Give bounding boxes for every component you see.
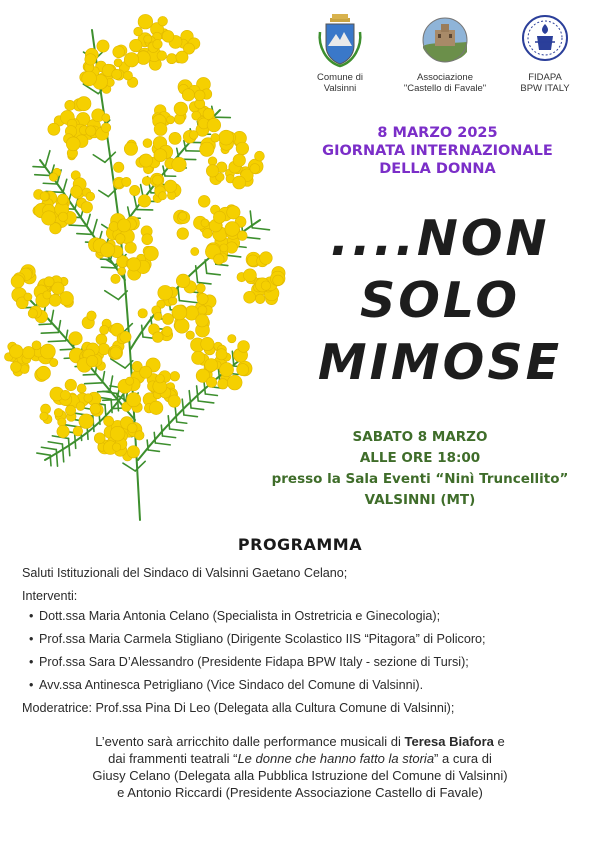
mimosa-leaf: [37, 453, 50, 455]
mimosa-blossom: [238, 340, 250, 352]
mimosa-blossom: [94, 433, 105, 444]
mimosa-blossom: [213, 211, 225, 223]
mimosa-leaf: [110, 376, 113, 391]
mimosa-blossom: [152, 175, 162, 185]
mimosa-blossom: [11, 362, 22, 373]
mimosa-leaf: [43, 183, 57, 184]
event-time: ALLE ORE 18:00: [359, 450, 481, 466]
mimosa-blossom: [57, 425, 69, 437]
mimosa-blossom: [135, 431, 144, 440]
mimosa-leaf: [62, 444, 63, 462]
logo-caption-line: Comune di: [317, 72, 363, 83]
mimosa-leaf: [33, 167, 45, 168]
logo-caption-line: BPW ITALY: [520, 83, 570, 94]
logo-caption-line: Valsinni: [323, 83, 357, 94]
mimosa-blossom: [176, 51, 188, 63]
mimosa-blossom: [208, 157, 217, 166]
mimosa-blossom: [24, 293, 32, 301]
mimosa-blossom: [40, 192, 49, 201]
mimosa-blossom: [206, 165, 218, 177]
mimosa-blossom: [158, 16, 168, 26]
mimosa-blossom: [59, 291, 73, 305]
mimosa-leaf: [87, 214, 90, 226]
mimosa-blossom: [219, 130, 234, 145]
mimosa-blossom: [140, 366, 152, 378]
mimosa-blossom: [162, 313, 173, 324]
fidapa-emblem-icon: [521, 12, 569, 68]
municipal-crest-icon: [316, 12, 364, 68]
mimosa-blossom: [130, 185, 140, 195]
mimosa-blossom: [169, 132, 181, 144]
mimosa-leaf: [148, 450, 159, 451]
speaker-list: [22, 608, 592, 693]
mimosa-blossom: [236, 142, 249, 155]
closing-text: L’evento sarà arricchito dalle performance musicali di: [95, 734, 405, 749]
mimosa-blossom: [98, 343, 109, 354]
mimosa-blossom: [218, 379, 228, 389]
mimosa-blossom: [153, 39, 162, 48]
mimosa-blossom: [134, 27, 143, 36]
mimosa-blossom: [128, 423, 138, 433]
mimosa-blossom: [86, 126, 96, 136]
mimosa-blossom: [84, 394, 93, 403]
mimosa-blossom: [97, 40, 109, 52]
mimosa-leaf: [58, 321, 60, 333]
mimosa-blossom: [167, 116, 175, 124]
mimosa-leaf: [35, 175, 51, 176]
headline-line: DELLA DONNA: [379, 161, 496, 177]
mimosa-leaf: [252, 228, 269, 230]
mimosa-blossom: [11, 275, 24, 288]
mimosa-blossom: [237, 231, 247, 241]
artist-name: Teresa Biafora: [404, 734, 494, 749]
mimosa-blossom: [65, 379, 77, 391]
mimosa-leaf: [41, 332, 58, 333]
mimosa-blossom: [109, 222, 119, 232]
mimosa-leaf: [142, 325, 143, 337]
mimosa-blossom: [81, 202, 92, 213]
mimosa-leaf: [147, 440, 148, 450]
mimosa-leaf: [177, 422, 187, 423]
mimosa-blossom: [90, 403, 101, 414]
mimosa-blossom: [54, 408, 63, 417]
programme-heading: PROGRAMMA: [237, 535, 363, 554]
mimosa-leaf: [204, 381, 205, 394]
mimosa-blossom: [113, 162, 123, 172]
mimosa-blossom: [237, 364, 249, 376]
programme-body: [22, 565, 592, 723]
mimosa-leaf: [182, 399, 184, 415]
mimosa-blossom: [201, 337, 214, 350]
event-headline: [300, 124, 575, 178]
mimosa-blossom: [48, 123, 60, 135]
mimosa-blossom: [86, 192, 95, 201]
mimosa-leaf: [123, 463, 135, 471]
mimosa-blossom: [44, 277, 54, 287]
mimosa-leaf: [161, 425, 162, 436]
speakers-label: Interventi:: [22, 589, 78, 603]
mimosa-blossom: [220, 363, 234, 377]
closing-text: dai frammenti teatrali “: [108, 751, 238, 766]
mimosa-blossom: [43, 291, 51, 299]
closing-paragraph: [0, 733, 600, 801]
mimosa-blossom: [143, 139, 152, 148]
mimosa-blossom: [73, 426, 83, 436]
mimosa-blossom: [76, 402, 85, 411]
mimosa-blossom: [40, 412, 48, 420]
mimosa-blossom: [186, 331, 194, 339]
mimosa-leaf: [184, 415, 198, 417]
mimosa-blossom: [127, 258, 141, 272]
mimosa-blossom: [197, 293, 208, 304]
title-line: MIMOSE: [317, 334, 563, 391]
mimosa-blossom: [149, 401, 162, 414]
mimosa-leaf: [105, 291, 119, 300]
mimosa-blossom: [120, 331, 131, 342]
mimosa-blossom: [58, 212, 67, 221]
mimosa-blossom: [111, 274, 120, 283]
list-item: • Dott.ssa Maria Antonia Celano (Specialista in Ostretricia e Ginecologia);: [22, 608, 592, 624]
mimosa-blossom: [201, 219, 209, 227]
mimosa-blossom: [154, 123, 167, 136]
mimosa-leaf: [41, 447, 56, 449]
mimosa-blossom: [139, 154, 152, 167]
mimosa-blossom: [49, 173, 57, 181]
mimosa-blossom: [175, 319, 190, 334]
mimosa-blossom: [123, 71, 132, 80]
mimosa-blossom: [167, 54, 177, 64]
mimosa-blossom: [32, 341, 41, 350]
mimosa-blossom: [260, 252, 273, 265]
mimosa-blossom: [220, 244, 228, 252]
mimosa-blossom: [225, 222, 240, 237]
event-place: VALSINNI (MT): [364, 492, 476, 508]
mimosa-blossom: [115, 234, 125, 244]
list-item: • Prof.ssa Sara D’Alessandro (Presidente Fidapa BPW Italy - sezione di Tursi);: [22, 654, 592, 670]
mimosa-blossom: [118, 267, 126, 275]
mimosa-blossom: [65, 100, 75, 110]
mimosa-blossom: [125, 242, 136, 253]
mimosa-leaf: [93, 220, 97, 235]
mimosa-blossom: [37, 366, 51, 380]
mimosa-blossom: [250, 164, 260, 174]
mimosa-leaf: [48, 442, 62, 444]
mimosa-leaf: [60, 349, 73, 350]
mimosa-blossom: [58, 418, 66, 426]
closing-line: [0, 733, 600, 750]
mimosa-leaf: [191, 408, 204, 410]
mimosa-leaf: [100, 259, 110, 260]
mimosa-blossom: [86, 355, 97, 366]
mimosa-leaf: [175, 406, 177, 422]
mimosa-blossom: [157, 51, 167, 61]
mimosa-blossom: [205, 359, 218, 372]
headline-date: 8 MARZO 2025: [377, 125, 498, 141]
mimosa-blossom: [182, 89, 194, 101]
mimosa-leaf: [93, 155, 105, 163]
mimosa-blossom: [124, 142, 137, 155]
poster-title: [280, 208, 600, 394]
mimosa-blossom: [142, 177, 151, 186]
logo-fidapa: [490, 12, 600, 94]
mimosa-blossom: [101, 123, 110, 132]
mimosa-blossom: [85, 54, 96, 65]
closing-text: ” a cura di: [434, 751, 492, 766]
mimosa-blossom: [194, 90, 205, 101]
moderator-line: Moderatrice: Prof.ssa Pina Di Leo (Delegata alla Cultura Comune di Valsinni);: [22, 701, 455, 715]
logo-caption-line: "Castello di Favale": [403, 83, 487, 94]
mimosa-blossom: [138, 195, 150, 207]
mimosa-blossom: [192, 351, 205, 364]
mimosa-blossom: [87, 311, 96, 320]
castle-photo-icon: [421, 12, 469, 68]
mimosa-leaf: [155, 443, 170, 445]
mimosa-blossom: [154, 312, 162, 320]
mimosa-blossom: [255, 151, 265, 161]
mimosa-leaf: [83, 374, 95, 375]
mimosa-blossom: [60, 390, 70, 400]
mimosa-blossom: [71, 186, 83, 198]
mimosa-blossom: [9, 345, 23, 359]
mimosa-blossom: [227, 206, 240, 219]
mimosa-leaf: [189, 391, 191, 408]
mimosa-blossom: [138, 309, 147, 318]
mimosa-blossom: [69, 332, 82, 345]
mimosa-blossom: [179, 212, 187, 220]
mimosa-leaf: [168, 416, 169, 429]
event-venue: presso la Sala Eventi “Ninì Truncellito”: [271, 471, 569, 487]
mimosa-blossom: [211, 133, 220, 142]
mimosa-leaf: [101, 267, 116, 268]
mimosa-blossom: [233, 154, 245, 166]
mimosa-leaf: [162, 436, 175, 438]
mimosa-blossom: [113, 46, 125, 58]
mimosa-blossom: [152, 332, 163, 343]
closing-line: Giusy Celano (Delegata alla Pubblica Istruzione del Comune di Valsinni): [92, 768, 508, 783]
mimosa-leaf: [207, 273, 221, 275]
mimosa-blossom: [129, 39, 142, 52]
mimosa-blossom: [207, 118, 221, 132]
mimosa-blossom: [117, 219, 130, 232]
mimosa-blossom: [20, 365, 29, 374]
mimosa-blossom: [77, 97, 91, 111]
mimosa-leaf: [197, 386, 199, 401]
mimosa-blossom: [114, 59, 122, 67]
mimosa-blossom: [243, 269, 256, 282]
mimosa-leaf: [99, 190, 108, 196]
mimosa-blossom: [177, 228, 189, 240]
event-details: [240, 427, 600, 511]
mimosa-blossom: [154, 149, 167, 162]
mimosa-blossom: [168, 395, 180, 407]
mimosa-blossom: [172, 157, 187, 172]
mimosa-blossom: [189, 131, 198, 140]
mimosa-blossom: [40, 344, 55, 359]
mimosa-leaf: [51, 310, 53, 324]
mimosa-blossom: [66, 137, 80, 151]
logo-associazione: [390, 12, 500, 94]
mimosa-leaf: [205, 260, 207, 273]
mimosa-blossom: [126, 377, 134, 385]
mimosa-blossom: [100, 243, 114, 257]
mimosa-blossom: [174, 102, 188, 116]
mimosa-blossom: [233, 176, 246, 189]
mimosa-blossom: [110, 426, 125, 441]
mimosa-leaf: [63, 179, 67, 192]
event-day: SABATO 8 MARZO: [352, 429, 488, 445]
mimosa-leaf: [68, 438, 69, 455]
mimosa-blossom: [216, 349, 227, 360]
list-item: • Prof.ssa Maria Carmela Stigliano (Dirigente Scolastico IIS “Pitagora” di Policoro;: [22, 631, 592, 647]
mimosa-leaf: [198, 401, 214, 403]
mimosa-blossom: [124, 53, 138, 67]
mimosa-leaf: [111, 399, 112, 412]
mimosa-leaf: [50, 455, 51, 466]
mimosa-blossom: [42, 211, 56, 225]
mimosa-blossom: [214, 254, 225, 265]
mimosa-leaf: [154, 432, 155, 443]
mimosa-blossom: [28, 309, 37, 318]
mimosa-blossom: [158, 285, 173, 300]
mimosa-leaf: [178, 288, 179, 301]
mimosa-blossom: [138, 14, 153, 29]
mimosa-blossom: [255, 294, 265, 304]
mimosa-blossom: [144, 246, 158, 260]
mimosa-blossom: [227, 375, 242, 390]
mimosa-blossom: [244, 291, 256, 303]
closing-text: e: [493, 734, 505, 749]
mimosa-blossom: [57, 194, 68, 205]
logo-comune: [285, 12, 395, 94]
mimosa-blossom: [162, 326, 172, 336]
greetings-line: Saluti Istituzionali del Sindaco di Valsinni Gaetano Celano;: [22, 566, 348, 580]
mimosa-blossom: [50, 358, 58, 366]
mimosa-blossom: [191, 247, 199, 255]
list-item: • Avv.ssa Antinesca Petrigliano (Vice Sindaco del Comune di Valsinni).: [22, 677, 592, 693]
mimosa-blossom: [156, 374, 165, 383]
mimosa-leaf: [77, 234, 93, 235]
mimosa-blossom: [198, 195, 210, 207]
mimosa-blossom: [126, 393, 140, 407]
mimosa-blossom: [228, 335, 236, 343]
mimosa-leaf: [69, 225, 87, 226]
mimosa-blossom: [164, 180, 176, 192]
play-title: Le donne che hanno fatto la storia: [237, 751, 435, 766]
closing-line: [0, 750, 600, 767]
mimosa-blossom: [127, 446, 139, 458]
mimosa-blossom: [122, 177, 131, 186]
mimosa-blossom: [142, 234, 153, 245]
mimosa-leaf: [48, 341, 65, 342]
mimosa-blossom: [79, 414, 94, 429]
mimosa-leaf: [111, 359, 125, 368]
mimosa-blossom: [206, 377, 216, 387]
mimosa-blossom: [77, 384, 86, 393]
mimosa-blossom: [102, 114, 110, 122]
mimosa-blossom: [196, 284, 205, 293]
mimosa-blossom: [170, 371, 180, 381]
mimosa-blossom: [144, 35, 152, 43]
mimosa-blossom: [261, 281, 270, 290]
mimosa-leaf: [102, 372, 104, 383]
headline-line: GIORNATA INTERNAZIONALE: [322, 143, 553, 159]
title-line: SOLO: [359, 272, 521, 329]
mimosa-blossom: [65, 405, 75, 415]
closing-line: e Antonio Riccardi (Presidente Associazione Castello di Favale): [117, 785, 483, 800]
mimosa-blossom: [176, 274, 190, 288]
mimosa-leaf: [45, 151, 50, 167]
mimosa-leaf: [170, 429, 184, 431]
mimosa-blossom: [203, 108, 214, 119]
mimosa-blossom: [196, 314, 209, 327]
mimosa-blossom: [104, 416, 114, 426]
logo-caption-line: Associazione: [417, 72, 473, 83]
mimosa-leaf: [39, 324, 51, 325]
mimosa-blossom: [172, 305, 187, 320]
mimosa-blossom: [110, 347, 122, 359]
mimosa-leaf: [205, 394, 217, 396]
mimosa-leaf: [85, 383, 103, 384]
title-line: ....NON: [330, 210, 550, 267]
mimosa-leaf: [128, 207, 130, 218]
mimosa-blossom: [162, 30, 174, 42]
mimosa-blossom: [198, 306, 207, 315]
mimosa-blossom: [112, 443, 120, 451]
mimosa-leaf: [179, 301, 197, 303]
mimosa-blossom: [82, 71, 97, 86]
logo-caption-line: FIDAPA: [528, 72, 562, 83]
mimosa-leaf: [134, 194, 137, 209]
mimosa-blossom: [112, 69, 122, 79]
mimosa-leaf: [103, 391, 117, 393]
mimosa-blossom: [158, 192, 166, 200]
mimosa-blossom: [100, 325, 109, 334]
mimosa-blossom: [200, 142, 214, 156]
